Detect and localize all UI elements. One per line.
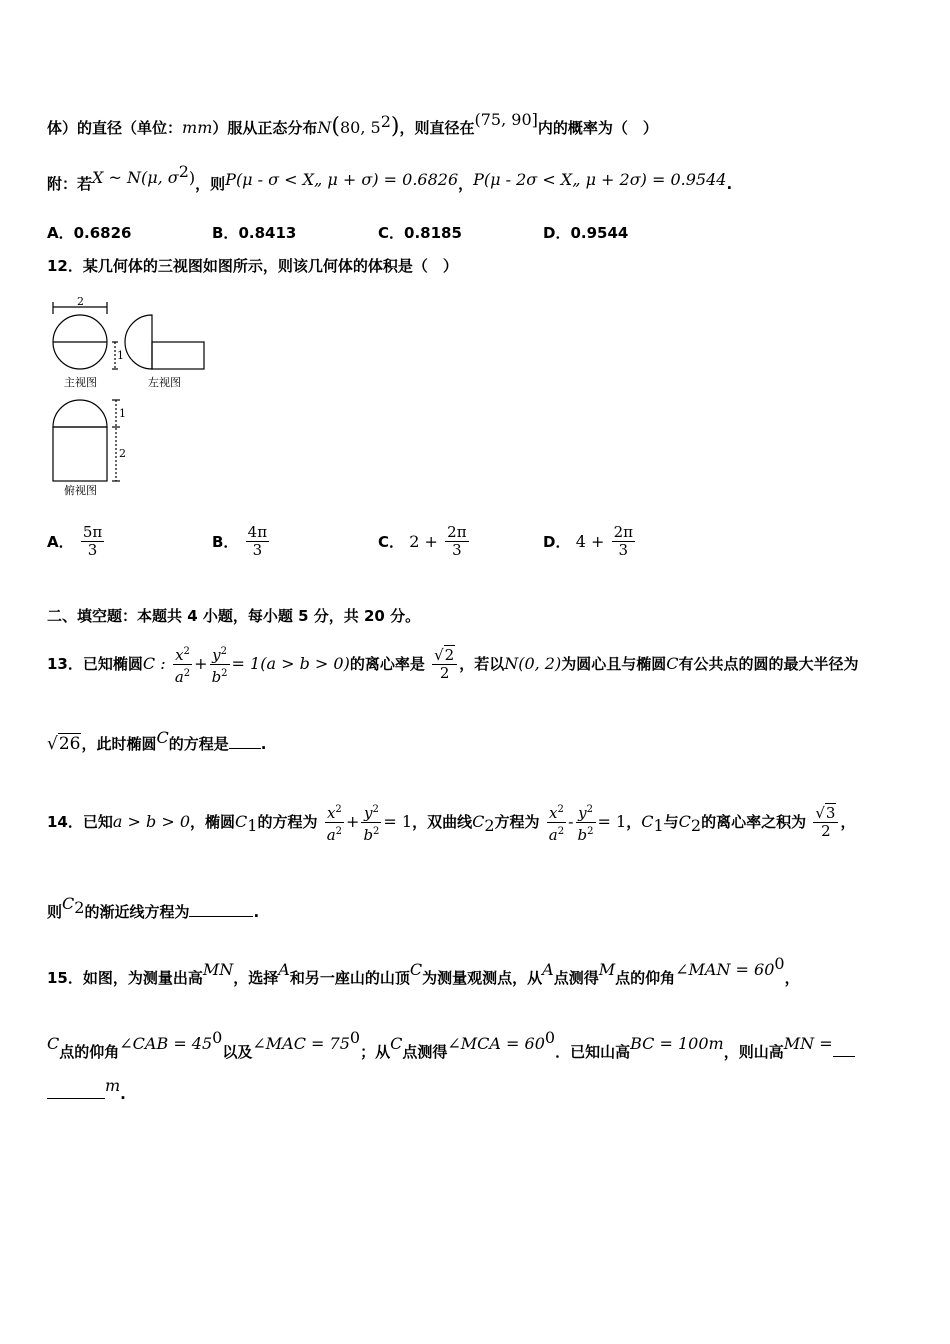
section-heading: 二、填空题：本题共 4 小题，每小题 5 分，共 20 分。 bbox=[47, 607, 421, 625]
q11-line1: 体）的直径（单位：mm）服从正态分布N(80, $5^2$)，则直径在(75, 90]内的概率为（ ） bbox=[47, 110, 658, 139]
q13-eq-cond: = 1(a > b > 0) bbox=[231, 654, 350, 673]
top-view-arch bbox=[53, 400, 107, 427]
q15-answer-blank-part1[interactable] bbox=[833, 1056, 855, 1057]
q11-note: 附：若X ~ N(μ, $\sigma^2$)，则P(μ - σ < X„ μ + σ) = 0.6826，P(μ - 2σ < X„ μ + 2σ) = 0.9544. bbox=[47, 162, 733, 193]
dim-label-top-side1: 1 bbox=[119, 407, 126, 420]
q13-radius: √26 bbox=[47, 734, 81, 754]
height-bc: BC = 100m bbox=[630, 1034, 724, 1053]
q14-line2: 则$C_2$的渐近线方程为 . bbox=[47, 894, 260, 921]
q11-text-d: 内的概率为（ ） bbox=[537, 119, 658, 137]
left-view-semicircle bbox=[125, 315, 152, 369]
note-dist: X ~ N(μ, σ bbox=[92, 168, 179, 187]
q13-answer-blank[interactable] bbox=[229, 748, 261, 749]
label-left-view: 左视图 bbox=[148, 376, 181, 389]
q15-line3: m. bbox=[47, 1084, 126, 1104]
label-front-view: 主视图 bbox=[64, 376, 97, 389]
q11-option-b[interactable]: B．0.8413 bbox=[212, 224, 297, 242]
q15-answer-blank-part2[interactable] bbox=[47, 1098, 105, 1099]
dist-params: 80, 5 bbox=[339, 118, 381, 137]
label-top-view: 俯视图 bbox=[64, 484, 97, 497]
three-view-figure bbox=[40, 292, 230, 502]
angle-mca: ∠MCA = 60 bbox=[447, 1034, 545, 1053]
q14-product: $\frac{√3}{2}$ bbox=[813, 805, 838, 840]
dim-label-top-side2: 2 bbox=[119, 447, 126, 460]
q12-text: 12．某几何体的三视图如图所示，则该几何体的体积是（ ） bbox=[47, 257, 458, 275]
q13-line1: 13．已知椭圆C : $\frac{x^2}{a^2}$ + $\frac{y^2}{b^2}$ = 1(a > b > 0)的离心率是 $\frac{√2}{2}$ ，若以N(0, 2)为圆心且与椭圆C有公共点的圆的最大半径为 bbox=[47, 636, 859, 692]
angle-mac: ∠MAC = 75 bbox=[252, 1034, 350, 1053]
q15-line1: 15．如图，为测量出高MN，选择A和另一座山的山顶C为测量观测点，从A点测得M点的仰角∠MAN = $60^0$， bbox=[47, 954, 800, 987]
dist-symbol: N bbox=[317, 118, 332, 137]
q12-option-c[interactable]: C． 2 + $\frac{2\pi}{3}$ bbox=[378, 523, 467, 559]
q12-option-d[interactable]: D． 4 + $\frac{2\pi}{3}$ bbox=[543, 523, 633, 559]
q11-text-b: ）服从正态分布 bbox=[212, 119, 318, 137]
note-then: ，则 bbox=[195, 175, 226, 193]
dim-label-front-side: 1 bbox=[117, 349, 124, 362]
dist-exp: 2 bbox=[380, 112, 391, 131]
q13-eccentricity: $\frac{√2}{2}$ bbox=[432, 647, 457, 682]
q11-option-c[interactable]: C．0.8185 bbox=[378, 224, 462, 242]
left-view-rect bbox=[152, 342, 204, 369]
q15-line2: C点的仰角∠CAB = $45^0$以及∠MAC = $75^0$；从C点测得∠MCA = $60^0$．已知山高BC = 100m，则山高MN = bbox=[47, 1036, 855, 1062]
q11-text-c: ，则直径在 bbox=[399, 119, 475, 137]
top-view-rect bbox=[53, 427, 107, 481]
q14-line1: 14．已知a > b > 0，椭圆$C_1$的方程为 $\frac{x^2}{a^2}$ + $\frac{y^2}{b^2}$ = 1，双曲线$C_2$方程为 $\frac{x^2}{a^2}$ - $\frac{y^2}{b^2}$ = 1，$C_1$与$C_2$的离心率之积为 $\frac{√3}{2}$ ， bbox=[47, 790, 855, 858]
q11-option-d[interactable]: D．0.9544 bbox=[543, 224, 629, 242]
q12-option-b[interactable]: B． $\frac{4\pi}{3}$ bbox=[212, 523, 268, 559]
dim-label-top: 2 bbox=[77, 295, 84, 308]
q13-point: N(0, 2) bbox=[504, 654, 562, 673]
angle-man: ∠MAN = 60 bbox=[675, 960, 775, 979]
angle-cab: ∠CAB = 45 bbox=[119, 1034, 213, 1053]
note-dist-exp: 2 bbox=[178, 162, 189, 181]
unit-mm: mm bbox=[182, 118, 213, 137]
note-prefix: 附：若 bbox=[47, 175, 93, 193]
formula-p2: P(μ - 2σ < X„ μ + 2σ) = 0.9544 bbox=[473, 170, 727, 189]
q12-option-a[interactable]: A． $\frac{5\pi}{3}$ bbox=[47, 523, 103, 559]
q11-option-a[interactable]: A．0.6826 bbox=[47, 224, 132, 242]
q14-answer-blank[interactable] bbox=[189, 916, 253, 917]
formula-p1: P(μ - σ < X„ μ + σ) = 0.6826 bbox=[225, 170, 459, 189]
q11-text-a: 体）的直径（单位： bbox=[47, 119, 183, 137]
q13-line2: √26，此时椭圆C的方程是 . bbox=[47, 728, 267, 754]
interval: (75, 90] bbox=[474, 110, 538, 129]
